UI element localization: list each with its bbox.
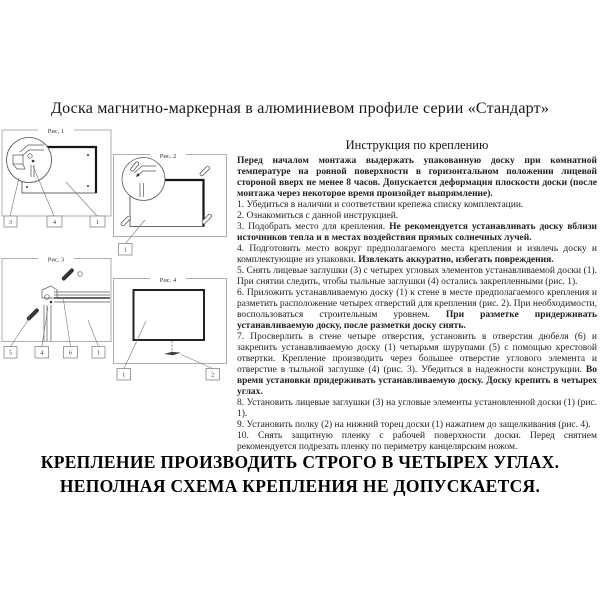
instruction-item-2 <box>237 211 597 222</box>
instruction-text-segment: 8. Установить лицевые заглушки (3) на угловые элементы установленной доски (1) (рис. 1). <box>237 398 597 419</box>
figure-1-label: Рис. 1 <box>47 128 65 135</box>
figure-1-callout-4: 4 <box>53 220 56 226</box>
instruction-text-segment: 7. Просверлить в стене четыре отверстия, установить в отверстия дюбеля (6) и закрепить устанавливаемую доску (1) четырьмя шурупами (5) с помощью крестовой отвертки. Крепление производить через большее отверстие углового элемента и отверстие в тыльной заглушке (4) (рис. 3). Убедиться в надежности конструкции. <box>237 332 597 375</box>
figure-3 <box>2 255 111 359</box>
page-title: Доска магнитно-маркерная в алюминиевом профиле серии «Стандарт» <box>50 100 550 117</box>
instruction-text-segment: 1. Убедиться в наличии и соответствии крепежа списку комплектации. <box>237 200 524 210</box>
figure-4-drawing <box>124 290 213 369</box>
figure-4 <box>114 275 227 381</box>
instruction-item-4 <box>237 244 597 266</box>
figure-1-drawing <box>7 138 98 217</box>
instruction-item-1 <box>237 200 597 211</box>
screw-icon <box>61 268 74 281</box>
figure-3-drawing <box>11 268 111 347</box>
figure-2 <box>114 151 227 256</box>
instruction-text-segment: 9. Установить полку (2) на нижний торец доски (1) нажатием до защелкивания (рис. 4). <box>237 420 591 430</box>
figure-1-callout-3: 3 <box>9 220 12 226</box>
figure-1 <box>2 126 111 227</box>
instruction-item-7 <box>237 332 597 398</box>
dowel-hole-icon <box>78 272 83 277</box>
warning-line-1: КРЕПЛЕНИЕ ПРОИЗВОДИТЬ СТРОГО В ЧЕТЫРЕХ УГЛАХ. <box>40 452 560 472</box>
marker-pencil <box>199 165 210 176</box>
figure-4-callout-2: 2 <box>211 372 215 379</box>
instruction-text-segment: Извлекать аккуратно, избегать повреждения. <box>358 255 554 265</box>
instruction-text-segment: Не рекомендуется устанавливать доску вблизи источников тепла и в местах воздействия прямых солнечных лучей. <box>237 222 597 243</box>
warning-block <box>0 451 600 498</box>
figure-3-callout-1: 1 <box>97 350 100 357</box>
figure-2-callout-1: 1 <box>123 247 127 254</box>
figure-3-callout-5: 5 <box>9 350 12 357</box>
warning-line-2: НЕПОЛНАЯ СХЕМА КРЕПЛЕНИЯ НЕ ДОПУСКАЕТСЯ. <box>59 475 541 496</box>
figure-3-label: Рис. 3 <box>47 256 65 264</box>
instruction-intro: Перед началом монтажа выдержать упакованную доску при комнатной температуре на ровной поверхности в горизонтальном положении лицевой стороной вверх не менее 8 часов. Допускается деформация плоскости доски (после монтажа через некоторое время произойдет выпрямление). <box>237 156 597 199</box>
figure-4-label: Рис. 4 <box>159 277 177 284</box>
screw-icon <box>26 308 39 321</box>
instruction-item-6 <box>237 288 597 332</box>
figure-1-callout-1: 1 <box>96 220 99 226</box>
instruction-item-5 <box>237 266 597 288</box>
figures-panel <box>0 125 240 395</box>
instruction-text-segment: 10. Снять защитную пленку с рабочей поверхности доски. Перед снятием рекомендуется подрезать пленку по периметру канцелярским ножом. <box>237 431 597 452</box>
instruction-text-segment: 5. Снять лицевые заглушки (3) с четырех угловых элементов устанавливаемой доски (1). При снятии следить, чтобы тыльные заглушки (4) остались закрепленными (рис. 1). <box>237 266 597 287</box>
instruction-item-3 <box>237 222 597 244</box>
shelf-icon <box>164 352 181 356</box>
instruction-heading: Инструкция по креплению <box>345 138 489 152</box>
instruction-item-10 <box>237 431 597 453</box>
figure-2-drawing <box>120 158 212 244</box>
figure-3-callout-6: 6 <box>69 350 72 357</box>
instruction-text-segment: 2. Ознакомиться с данной инструкцией. <box>237 211 399 221</box>
instruction-item-9 <box>237 420 597 431</box>
instruction-text-segment: 6. Приложить устанавливаемую доску (1) к стене в месте предполагаемого крепления и разметить расположение четырех отверстий для крепления (рис. 2). При необходимости, воспользоваться строительным уровнем. <box>237 288 597 320</box>
instruction-text-segment: 3. Подобрать место для крепления. <box>237 222 390 232</box>
instruction-text-segment: При разметке придерживать устанавливаемую доску, после разметки доску снять. <box>237 310 597 331</box>
instruction-text-segment: 4. Подготовить место вокруг предполагаемого места крепления и извлечь доску и комплектующие из упаковки. <box>237 244 597 265</box>
instruction-text-segment: Во время установки придерживать устанавливаемую доску. Доску крепить в четырех углах. <box>237 365 597 397</box>
figure-4-callout-1: 1 <box>122 372 126 379</box>
instruction-column <box>237 138 597 453</box>
figure-2-label: Рис. 2 <box>159 153 177 160</box>
figure-3-callout-4: 4 <box>40 350 44 357</box>
instruction-item-8 <box>237 398 597 420</box>
